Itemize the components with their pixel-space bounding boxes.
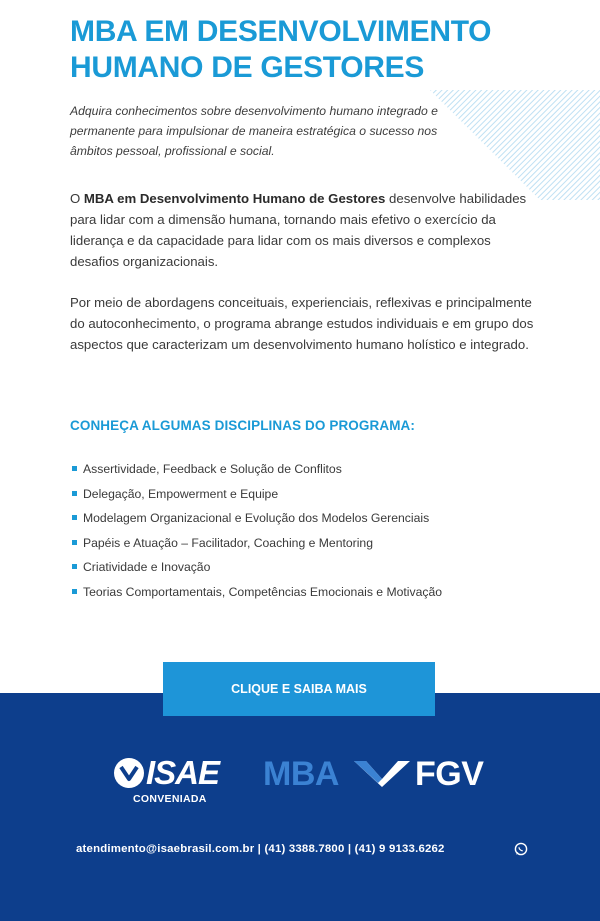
list-item — [70, 506, 442, 531]
list-item — [70, 580, 442, 605]
list-item-label: Delegação, Empowerment e Equipe — [83, 486, 279, 501]
title-line-1: MBA EM DESENVOLVIMENTO — [70, 15, 492, 48]
list-item-label: Assertividade, Feedback e Solução de Conflitos — [83, 462, 342, 476]
disciplines-list — [70, 457, 442, 605]
list-item — [70, 482, 442, 507]
list-item-label: Teorias Comportamentais, Competências Emocionais e Motivação — [83, 584, 443, 599]
learn-more-button[interactable]: CLIQUE E SAIBA MAIS — [163, 662, 435, 716]
intro-rest: desenvolve habilidades para lidar com a dimensão humana, tornando mais efetivo o exercício da liderança e da capacidade para lidar com os mais diversos e complexos desafios organizacionais. — [70, 191, 527, 269]
bullet-icon — [72, 466, 77, 471]
title-line-2: HUMANO DE GESTORES — [70, 51, 425, 84]
bullet-icon — [72, 540, 77, 545]
program-name: MBA em Desenvolvimento Humano de Gestores — [83, 191, 386, 206]
list-item — [70, 457, 442, 482]
list-item-label: Papéis e Atuação – Facilitador, Coaching e Mentoring — [83, 535, 373, 550]
isae-logo — [113, 754, 220, 794]
approach-paragraph: Por meio de abordagens conceituais, experienciais, reflexivas e principalmente do autoconhecimento, o programa abrange estudos individuais e em grupo dos aspectos que caracterizam um desenvolvimento humano holístico e integrado. — [70, 295, 534, 352]
bullet-icon — [72, 589, 77, 594]
page-title — [70, 14, 491, 86]
mba-logo: MBA — [263, 755, 339, 793]
isae-wordmark: ISAE — [146, 754, 220, 791]
intro-paragraph — [70, 188, 540, 272]
bullet-icon — [72, 564, 77, 569]
intro-prefix: O — [70, 191, 84, 206]
contact-info[interactable]: atendimento@isaebrasil.com.br | (41) 3388.7800 | (41) 9 9133.6262 — [76, 843, 445, 855]
fgv-logo: FGV — [415, 755, 484, 793]
subtitle: Adquira conhecimentos sobre desenvolvimento humano integrado e permanente para impulsionar de maneira estratégica o sucesso nos âmbitos pessoal, profissional e social. — [70, 104, 438, 158]
conveniada-label: CONVENIADA — [133, 793, 207, 805]
disciplines-heading: CONHEÇA ALGUMAS DISCIPLINAS DO PROGRAMA: — [70, 418, 415, 433]
list-item-label: Modelagem Organizacional e Evolução dos Modelos Gerenciais — [83, 511, 430, 526]
list-item — [70, 531, 442, 556]
bullet-icon — [72, 491, 77, 496]
whatsapp-icon[interactable] — [514, 842, 528, 856]
list-item-label: Criatividade e Inovação — [83, 560, 211, 575]
fgv-emblem-icon — [354, 761, 410, 787]
footer — [0, 693, 600, 921]
bullet-icon — [72, 515, 77, 520]
list-item — [70, 555, 442, 580]
isae-emblem-icon — [113, 757, 145, 789]
